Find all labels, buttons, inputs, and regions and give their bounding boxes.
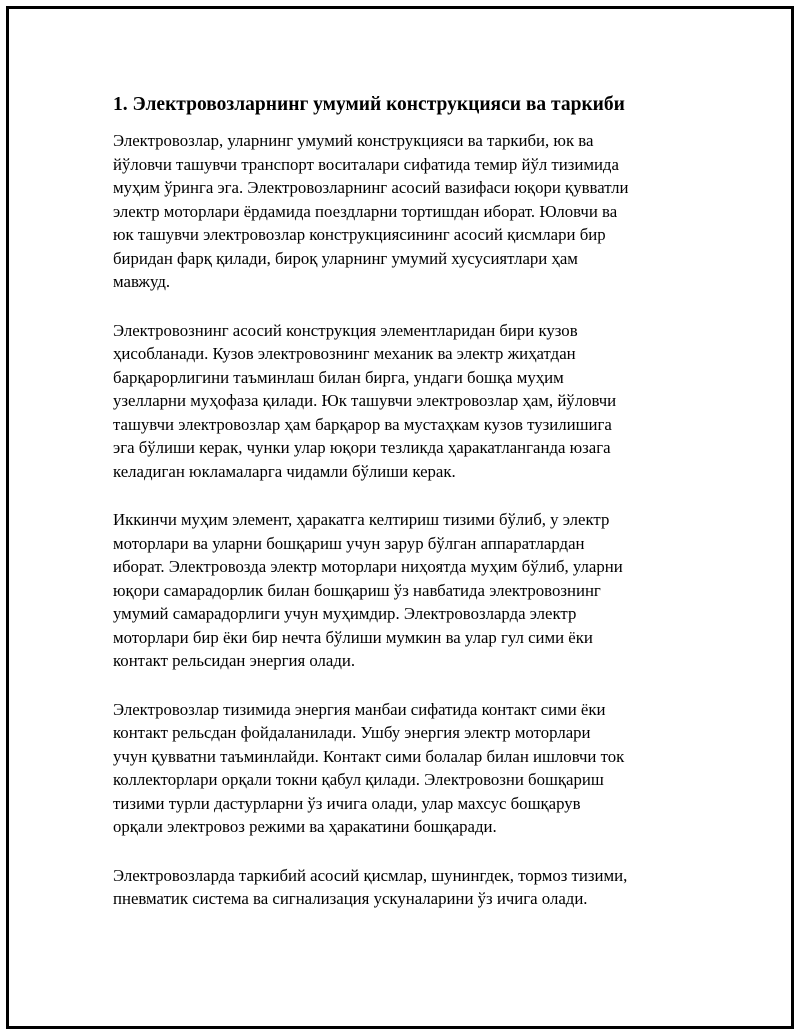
text-line: йўловчи ташувчи транспорт воситалари сифатида темир йўл тизимида xyxy=(113,154,619,174)
text-line: Электровозлар тизимида энергия манбаи сифатида контакт сими ёки xyxy=(113,699,606,719)
text-line: умумий самарадорлиги учун муҳимдир. Электровозларда электр xyxy=(113,604,577,623)
text-line: ташувчи электровозлар ҳам барқарор ва мустаҳкам кузов тузилишига xyxy=(113,414,612,434)
document-body xyxy=(113,92,693,936)
text-line: тизими турли дастурларни ўз ичига олади, улар махсус бошқарув xyxy=(113,793,581,813)
text-line: иборат. Электровозда электр моторлари ниҳоятда муҳим бўлиб, уларни xyxy=(113,557,623,576)
text-line: Электровозларда таркибий асосий қисмлар, шунингдек, тормоз тизими, xyxy=(113,865,628,885)
text-line: моторлари бир ёки бир нечта бўлиши мумкин ва улар гул сими ёки xyxy=(113,627,593,647)
paragraph-5 xyxy=(113,864,693,911)
text-line: ҳисобланади. Кузов электровознинг механик ва электр жиҳатдан xyxy=(113,344,576,363)
text-line: муҳим ўринга эга. Электровозларнинг асосий вазифаси юқори қувватли xyxy=(113,178,629,197)
text-line: Электровознинг асосий конструкция элементларидан бири кузов xyxy=(113,320,578,340)
text-line: коллекторлари орқали токни қабул қилади. Электровозни бошқариш xyxy=(113,770,604,789)
section-heading: 1. Электровозларнинг умумий конструкцияси ва таркиби xyxy=(113,94,625,115)
text-line: орқали электровоз режими ва ҳаракатини бошқаради. xyxy=(113,817,497,836)
text-line: контакт рельсидан энергия олади. xyxy=(113,651,356,670)
text-line: узелларни муҳофаза қилади. Юк ташувчи электровозлар ҳам, йўловчи xyxy=(113,391,617,410)
text-line: биридан фарқ қилади, бироқ уларнинг умумий хусусиятлари ҳам xyxy=(113,248,578,268)
text-line: эга бўлиши керак, чунки улар юқори тезликда ҳаракатланганда юзага xyxy=(113,438,611,457)
paragraph-3 xyxy=(113,508,693,673)
paragraph-2 xyxy=(113,319,693,484)
text-line: келадиган юкламаларга чидамли бўлиши керак. xyxy=(113,461,456,481)
paragraph-1 xyxy=(113,129,693,294)
text-line: Иккинчи муҳим элемент, ҳаракатга келтириш тизими бўлиб, у электр xyxy=(113,510,610,529)
text-line: контакт рельсдан фойдаланилади. Ушбу энергия электр моторлари xyxy=(113,723,591,742)
text-line: юқори самарадорлик билан бошқариш ўз навбатида электровознинг xyxy=(113,580,601,600)
text-line: учун қувватни таъминлайди. Контакт сими болалар билан ишловчи ток xyxy=(113,746,625,766)
text-line: электр моторлари ёрдамида поездларни тортишдан иборат. Юловчи ва xyxy=(113,201,618,221)
text-line: моторлари ва уларни бошқариш учун зарур бўлган аппаратлардан xyxy=(113,533,585,553)
paragraph-4 xyxy=(113,698,693,839)
text-line: пневматик система ва сигнализация ускуналарини ўз ичига олади. xyxy=(113,889,588,908)
text-line: юк ташувчи электровозлар конструкциясининг асосий қисмлари бир xyxy=(113,225,606,244)
text-line: Электровозлар, уларнинг умумий конструкцияси ва таркиби, юк ва xyxy=(113,131,594,150)
text-line: барқарорлигини таъминлаш билан бирга, ундаги бошқа муҳим xyxy=(113,367,564,387)
text-line: мавжуд. xyxy=(113,272,171,291)
